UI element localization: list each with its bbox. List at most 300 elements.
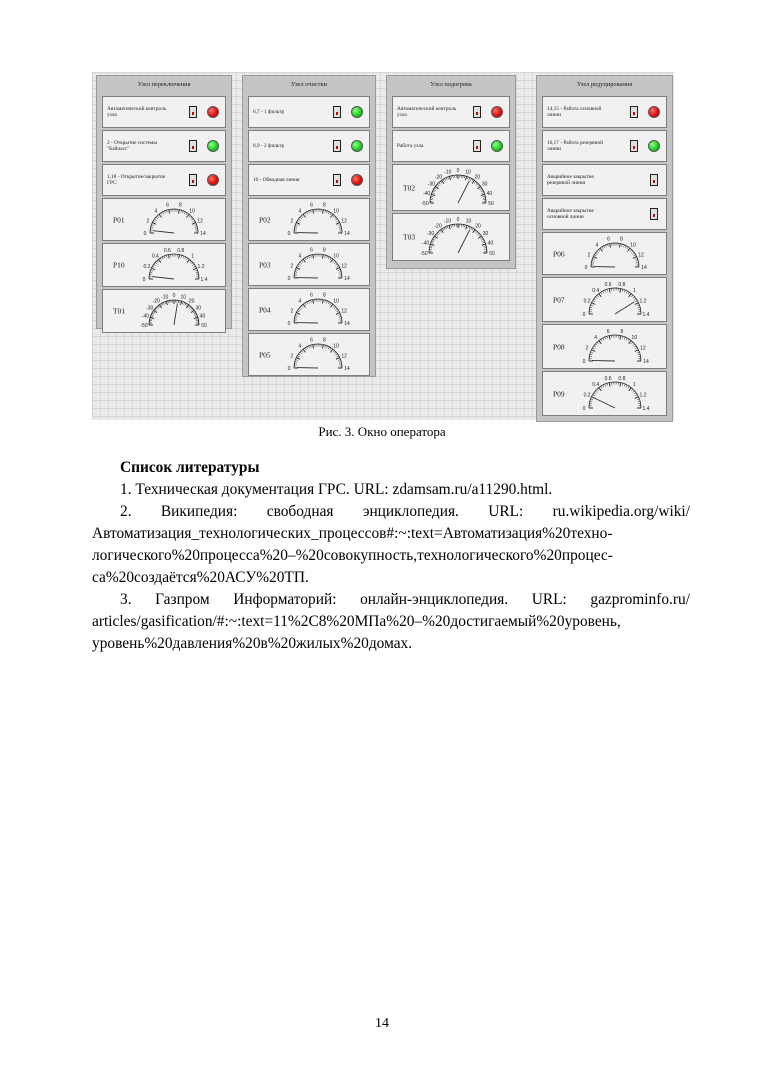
gauge-tick: [313, 345, 314, 349]
gauge-tick: [155, 309, 157, 311]
toggle-switch[interactable]: [630, 106, 638, 118]
gauge-tick: [336, 266, 338, 267]
gauge-tick: [444, 228, 445, 230]
gauge-tick: [633, 255, 635, 256]
gauge-tick: [151, 268, 155, 270]
gauge-tick: [157, 307, 159, 309]
gauge-tick: [151, 316, 153, 317]
control-row-label: 6,7 - 1 фильтр: [253, 108, 285, 115]
gauge-label: P01: [113, 215, 125, 224]
panel-title: Узел редуцирования: [576, 81, 633, 88]
gauge-tick: [333, 351, 335, 353]
gauge-tick: [164, 256, 165, 258]
gauge-tick: [599, 341, 601, 344]
gauge-tick: [189, 216, 191, 218]
gauge-tick: [328, 257, 329, 259]
gauge-tick: [604, 246, 605, 248]
gauge-tick: [626, 291, 627, 293]
toggle-switch[interactable]: [473, 106, 481, 118]
gauge-tick: [635, 350, 639, 352]
gauge-tick-label: 2: [290, 353, 294, 360]
gauge-tick: [165, 211, 166, 213]
gauge-tick: [436, 185, 438, 187]
control-row-label: 2 - Открытие системы "Байпасс": [107, 139, 157, 152]
gauge-tick-label: 10: [333, 253, 339, 260]
gauge-tick: [597, 295, 599, 297]
gauge-tick: [480, 190, 482, 191]
status-lamp-icon: [648, 106, 660, 118]
gauge-tick: [603, 291, 604, 293]
gauge-label: P04: [259, 305, 271, 314]
gauge-tick: [464, 176, 465, 178]
gauge-tick-label: 8: [620, 236, 623, 243]
gauge-tick: [152, 313, 154, 314]
gauge-tick-label: 14: [344, 276, 350, 282]
gauge-tick: [599, 294, 601, 297]
control-row-label: Работа узла: [397, 142, 424, 149]
gauge-tick: [481, 239, 483, 240]
gauge-tick: [630, 250, 632, 252]
gauge-tick: [593, 301, 595, 302]
gauge-tick: [435, 236, 438, 238]
gauge-tick: [295, 272, 297, 273]
gauge-tick: [168, 301, 169, 303]
gauge-tick-label: -50: [420, 251, 428, 257]
gauge-tick: [330, 304, 332, 307]
gauge-tick: [474, 181, 476, 183]
gauge-tick-label: 20: [188, 298, 195, 305]
gauge-tick: [297, 356, 299, 357]
control-row-label: Аварийное закрытие основной линии: [547, 207, 594, 220]
gauge-tick: [311, 255, 312, 257]
gauge-tick: [434, 188, 436, 189]
gauge-tick: [336, 313, 340, 315]
gauge-panel: [542, 324, 667, 369]
gauge-tick: [297, 311, 299, 312]
gauge-tick: [295, 227, 297, 228]
gauge-tick: [598, 250, 600, 252]
gauge-tick: [432, 241, 434, 242]
gauge-tick: [161, 213, 162, 215]
status-lamp-icon: [351, 174, 363, 186]
toggle-switch[interactable]: [189, 106, 197, 118]
gauge-tick: [594, 299, 596, 300]
gauge-tick-label: 2: [290, 308, 294, 315]
gauge-tick: [154, 264, 156, 265]
panel-column: [242, 75, 376, 377]
gauge-label: P03: [259, 260, 271, 269]
gauge-tick: [628, 339, 629, 341]
gauge-tick: [311, 210, 312, 212]
gauge-tick: [300, 352, 302, 354]
gauge-tick-label: -40: [422, 190, 431, 197]
gauge-tick: [161, 304, 162, 306]
gauge-tick-label: 4: [298, 343, 302, 350]
gauge-tick: [335, 354, 337, 355]
gauge-tick-label: 12: [638, 252, 644, 259]
gauge-tick-label: 2: [146, 218, 150, 225]
gauge-tick-label: 50: [489, 251, 495, 257]
gauge-tick: [442, 229, 443, 231]
gauge-tick: [638, 401, 640, 402]
gauge-tick: [592, 303, 596, 305]
gauge-needle: [592, 360, 615, 361]
gauge-tick-label: 6: [310, 202, 313, 209]
gauge-tick: [465, 225, 466, 227]
gauge-tick-label: 12: [341, 308, 347, 315]
control-row-label: Аварийное закрытие резервной линии: [547, 173, 594, 186]
gauge-tick-label: 14: [344, 321, 350, 327]
gauge-tick: [305, 213, 306, 215]
gauge-tick: [194, 225, 196, 226]
gauge-tick: [620, 336, 621, 340]
gauge-tick: [465, 176, 466, 180]
toggle-switch[interactable]: [650, 174, 658, 186]
gauge-tick: [186, 213, 187, 215]
gauge-tick: [471, 228, 472, 230]
gauge-tick: [301, 306, 303, 308]
gauge-tick-label: -10: [443, 218, 452, 225]
page-number: 14: [375, 1016, 389, 1031]
gauge-label: P08: [553, 342, 565, 351]
gauge-tick: [607, 383, 608, 385]
gauge-tick: [619, 244, 620, 248]
gauge-tick: [634, 299, 636, 300]
gauge-panel: [542, 371, 667, 416]
gauge-tick: [301, 261, 303, 263]
gauge-tick: [606, 245, 607, 247]
gauge-tick: [633, 257, 637, 259]
gauge-tick: [638, 354, 640, 355]
gauge-panel: [542, 277, 667, 322]
gauge-tick: [635, 348, 637, 349]
gauge-tick: [307, 257, 308, 259]
gauge-tick: [326, 256, 327, 258]
gauge-tick: [334, 307, 336, 309]
gauge-tick: [449, 176, 450, 180]
gauge-tick: [438, 232, 440, 234]
gauge-tick-label: 12: [341, 353, 347, 360]
gauge-tick-label: 14: [641, 265, 647, 271]
status-lamp-icon: [491, 106, 503, 118]
gauge-tick: [160, 258, 161, 260]
gauge-tick-label: 10: [630, 242, 636, 249]
gauge-tick: [610, 244, 611, 248]
gauge-tick: [482, 241, 484, 242]
gauge-tick: [336, 358, 340, 360]
gauge-tick: [595, 297, 597, 299]
gauge-tick-label: 0: [287, 231, 291, 237]
gauge-tick: [629, 294, 631, 297]
gauge-tick-label: 1: [191, 253, 195, 260]
gauge-tick-label: 6: [310, 247, 313, 254]
gauge-tick: [330, 214, 332, 217]
gauge-tick: [475, 183, 477, 185]
gauge-tick: [599, 388, 601, 391]
gauge-tick: [167, 210, 168, 212]
gauge-tick-label: 0: [287, 366, 291, 372]
gauge-tick: [325, 255, 326, 257]
gauge-tick: [440, 231, 442, 233]
gauge-tick: [189, 307, 191, 309]
gauge-tick-label: 10: [465, 218, 472, 225]
gauge-tick: [296, 313, 300, 315]
gauge-tick: [439, 183, 441, 185]
gauge-tick: [322, 255, 323, 259]
gauge-tick-label: 40: [486, 190, 493, 197]
gauge-tick-label: 6: [310, 337, 313, 344]
gauge-tick: [165, 302, 166, 304]
gauge-tick: [300, 262, 302, 264]
gauge-tick-label: 12: [341, 263, 347, 270]
panel-title: Узел подогрева: [430, 81, 472, 88]
gauge-tick: [446, 178, 447, 180]
gauge-tick: [603, 338, 604, 340]
reference-line: 3. Газпром Информаторий: онлайн-энциклопедия. URL: gazprominfo.ru/: [120, 591, 690, 608]
gauge-tick: [334, 352, 336, 354]
gauge-tick: [469, 178, 470, 180]
gauge-tick: [594, 346, 596, 347]
status-lamp-icon: [648, 140, 660, 152]
gauge-tick: [594, 255, 596, 256]
gauge-tick-label: 14: [200, 231, 206, 237]
gauge-tick: [597, 251, 599, 253]
gauge-tick: [162, 257, 163, 259]
gauge-tick: [631, 389, 633, 391]
gauge-tick-label: 6: [607, 236, 610, 243]
gauge-tick: [296, 270, 298, 271]
toggle-switch[interactable]: [333, 140, 341, 152]
gauge-tick: [157, 216, 159, 218]
gauge-tick-label: 0: [582, 312, 586, 318]
gauge-tick: [637, 399, 639, 400]
gauge-tick: [476, 232, 478, 234]
gauge-panel: [248, 243, 370, 286]
toggle-switch[interactable]: [333, 106, 341, 118]
gauge-tick: [339, 227, 341, 228]
dial-gauge-icon: [275, 334, 361, 373]
gauge-tick: [301, 216, 303, 218]
gauge-needle: [152, 277, 174, 279]
gauge-tick: [595, 391, 597, 393]
gauge-tick: [609, 289, 610, 293]
gauge-tick-label: 8: [179, 202, 182, 209]
gauge-tick: [152, 225, 154, 226]
gauge-label: P06: [553, 249, 565, 258]
gauge-tick-label: 6: [166, 202, 169, 209]
gauge-tick: [433, 190, 435, 191]
control-row-label: 1,18 - Открытие/закрытие ГРС: [107, 173, 166, 186]
gauge-tick: [336, 356, 338, 357]
gauge-tick: [624, 290, 625, 292]
dial-gauge-icon: [275, 244, 361, 283]
gauge-tick: [328, 347, 329, 349]
gauge-tick: [158, 306, 160, 308]
gauge-panel: [102, 289, 226, 333]
reference-line: логического%20процесса%20–%20совокупность,технологического%20процес-: [92, 547, 613, 564]
gauge-tick: [622, 336, 623, 338]
gauge-tick-label: 0.6: [604, 375, 612, 382]
toggle-switch[interactable]: [473, 140, 481, 152]
gauge-tick: [295, 317, 297, 318]
gauge-tick: [468, 226, 469, 228]
gauge-tick-label: 1: [632, 287, 636, 294]
gauge-tick: [309, 211, 310, 213]
gauge-tick: [624, 337, 625, 339]
control-row: [542, 96, 667, 128]
gauge-tick: [626, 338, 627, 340]
gauge-tick: [166, 255, 167, 257]
gauge-panel: [248, 333, 370, 376]
gauge-tick-label: 0.4: [151, 253, 159, 260]
gauge-tick: [633, 297, 635, 299]
toggle-switch[interactable]: [189, 140, 197, 152]
gauge-tick-label: 14: [344, 231, 350, 237]
gauge-needle: [615, 302, 634, 314]
gauge-tick-label: -30: [426, 231, 435, 238]
gauge-tick: [299, 264, 301, 265]
gauge-tick-label: 0: [142, 277, 146, 283]
gauge-tick: [305, 303, 306, 305]
control-row: [542, 130, 667, 162]
gauge-tick: [182, 302, 183, 304]
gauge-tick: [638, 307, 640, 308]
control-row-label: 10 - Обводная линия: [253, 176, 300, 183]
gauge-tick: [152, 223, 156, 225]
gauge-tick-label: 0.2: [583, 392, 591, 399]
gauge-tick-label: 4: [298, 208, 302, 215]
gauge-panel: [102, 243, 226, 287]
gauge-tick: [169, 210, 170, 214]
gauge-tick-label: 8: [323, 247, 326, 254]
gauge-tick: [451, 225, 452, 227]
gauge-tick: [431, 194, 435, 195]
gauge-tick: [451, 176, 452, 178]
gauge-tick: [338, 315, 340, 316]
gauge-tick-label: 30: [481, 181, 488, 188]
toggle-switch[interactable]: [189, 174, 197, 186]
gauge-tick: [469, 227, 470, 229]
gauge-tick: [478, 235, 480, 237]
gauge-tick: [330, 259, 332, 262]
gauge-tick-label: 12: [197, 218, 203, 225]
gauge-tick-label: 8: [323, 292, 326, 299]
status-lamp-icon: [207, 106, 219, 118]
gauge-tick: [442, 180, 444, 183]
status-lamp-icon: [351, 106, 363, 118]
gauge-tick: [443, 179, 444, 181]
gauge-tick: [597, 342, 599, 344]
gauge-tick: [591, 399, 593, 400]
operator-window-figure: [92, 72, 674, 420]
control-row: [102, 130, 226, 162]
gauge-tick-label: 0.8: [618, 375, 626, 382]
gauge-tick: [193, 268, 197, 270]
reference-line: articles/gasification/#:~:text=11%2C8%20МПа%20–%20достигаемый%20уровень,: [92, 613, 621, 630]
gauge-tick-label: 50: [488, 201, 494, 207]
gauge-tick: [156, 308, 158, 310]
gauge-tick: [597, 389, 599, 391]
toggle-switch[interactable]: [650, 208, 658, 220]
gauge-tick: [635, 395, 637, 396]
gauge-tick: [299, 354, 301, 355]
gauge-tick: [299, 219, 301, 220]
gauge-tick: [153, 221, 155, 222]
gauge-tick: [338, 270, 340, 271]
gauge-tick-label: 0: [287, 321, 291, 327]
toggle-switch[interactable]: [333, 174, 341, 186]
gauge-tick: [156, 217, 158, 219]
gauge-tick: [195, 316, 197, 317]
gauge-tick-label: 1.4: [642, 406, 650, 412]
gauge-tick-label: -20: [434, 174, 443, 181]
gauge-tick: [303, 304, 305, 307]
gauge-tick: [186, 258, 187, 260]
gauge-tick: [309, 256, 310, 258]
gauge-tick: [624, 384, 625, 386]
gauge-tick: [445, 178, 446, 180]
status-lamp-icon: [491, 140, 503, 152]
gauge-tick: [431, 196, 433, 197]
gauge-tick: [480, 188, 482, 189]
gauge-tick: [335, 219, 337, 220]
gauge-tick: [157, 261, 159, 263]
gauge-tick: [605, 384, 606, 386]
gauge-tick-label: 10: [180, 294, 187, 301]
gauge-tick: [181, 255, 182, 257]
gauge-tick: [194, 313, 196, 314]
gauge-tick-label: 1.2: [639, 392, 647, 399]
gauge-tick: [307, 347, 308, 349]
figure-caption: Рис. 3. Окно оператора: [318, 424, 446, 439]
gauge-tick-label: 4: [298, 298, 302, 305]
toggle-switch[interactable]: [630, 140, 638, 152]
gauge-tick: [590, 307, 592, 308]
gauge-tick: [155, 219, 157, 220]
gauge-needle: [458, 181, 469, 203]
gauge-tick: [333, 261, 335, 263]
gauge-tick-label: -50: [140, 323, 148, 329]
gauge-tick-label: 8: [323, 337, 326, 344]
gauge-tick: [592, 350, 596, 352]
gauge-tick: [603, 385, 604, 387]
gauge-tick: [190, 217, 192, 219]
status-lamp-icon: [351, 140, 363, 152]
gauge-tick: [313, 300, 314, 304]
gauge-tick-label: 6: [606, 328, 610, 335]
gauge-tick: [607, 289, 608, 291]
gauge-tick: [307, 302, 308, 304]
control-row: [542, 164, 667, 196]
gauge-tick-label: -40: [422, 240, 430, 247]
gauge-tick-label: 0: [582, 406, 586, 412]
gauge-tick: [437, 233, 439, 235]
gauge-panel: [542, 232, 667, 275]
reference-line: са%20создаётся%20АСУ%20ТП.: [92, 569, 309, 586]
gauge-tick: [166, 301, 167, 305]
gauge-tick: [480, 237, 482, 238]
gauge-tick: [311, 345, 312, 347]
gauge-needle: [594, 398, 615, 408]
gauge-tick-label: 0: [287, 276, 291, 282]
gauge-tick: [466, 225, 467, 229]
gauge-tick: [628, 386, 629, 388]
control-row-label: Автоматический контроль узла: [397, 105, 457, 118]
gauge-tick: [150, 319, 152, 320]
gauge-tick: [195, 227, 197, 228]
gauge-tick: [300, 307, 302, 309]
gauge-tick: [182, 211, 183, 213]
